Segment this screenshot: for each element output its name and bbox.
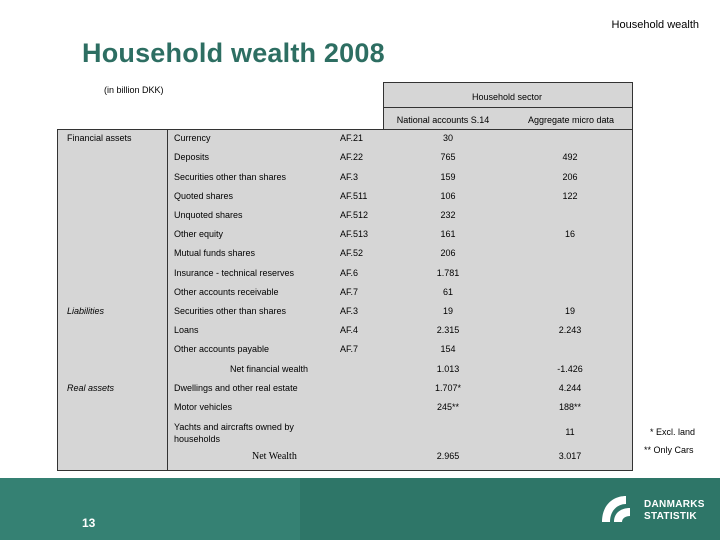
row-item: Quoted shares xyxy=(174,191,234,201)
row-micro-data: 2.243 xyxy=(558,325,582,335)
row-item: Unquoted shares xyxy=(174,210,243,220)
logo-text xyxy=(644,499,705,523)
column-header-micro-data: Aggregate micro data xyxy=(527,115,615,125)
unit-label: (in billion DKK) xyxy=(104,85,164,95)
row-micro-data: 3.017 xyxy=(558,451,582,461)
row-item-net-financial-wealth: Net financial wealth xyxy=(230,364,309,374)
row-code: AF.22 xyxy=(340,152,364,162)
row-item: Other accounts payable xyxy=(174,344,270,354)
row-item: Securities other than shares xyxy=(174,306,287,316)
row-item: Dwellings and other real estate xyxy=(174,383,298,393)
row-item: Mutual funds shares xyxy=(174,248,256,258)
header-top-right: Household wealth xyxy=(611,19,699,31)
group-header: Household sector xyxy=(471,92,543,102)
row-national-accounts: 232 xyxy=(440,210,456,220)
section-financial-assets: Financial assets xyxy=(67,133,132,143)
row-code: AF.4 xyxy=(340,325,359,335)
row-micro-data: 206 xyxy=(562,172,578,182)
page-title: Household wealth 2008 xyxy=(82,38,385,68)
row-micro-data: 16 xyxy=(564,229,575,239)
row-item: Other accounts receivable xyxy=(174,287,279,297)
page-number: 13 xyxy=(82,516,96,530)
danmarks-statistik-logo-icon xyxy=(596,490,638,528)
row-national-accounts: 2.315 xyxy=(436,325,460,335)
row-code: AF.3 xyxy=(340,172,359,182)
row-national-accounts: 1.013 xyxy=(436,364,460,374)
column-header-national-accounts: National accounts S.14 xyxy=(396,115,490,125)
row-item: Yachts and aircrafts owned by households xyxy=(174,422,294,444)
row-code: AF.7 xyxy=(340,287,359,297)
row-national-accounts: 1.781 xyxy=(436,268,460,278)
row-micro-data: 19 xyxy=(564,306,575,316)
row-micro-data: 122 xyxy=(562,191,578,201)
logo-line-1: DANMARKS xyxy=(644,499,705,510)
row-item: Motor vehicles xyxy=(174,402,233,412)
row-national-accounts: 19 xyxy=(442,306,453,316)
row-national-accounts: 161 xyxy=(440,229,456,239)
row-national-accounts: 106 xyxy=(440,191,456,201)
row-code: AF.512 xyxy=(340,210,369,220)
row-code: AF.7 xyxy=(340,344,359,354)
row-item: Deposits xyxy=(174,152,210,162)
row-micro-data: 4.244 xyxy=(558,383,582,393)
row-item: Other equity xyxy=(174,229,224,239)
section-real-assets: Real assets xyxy=(67,383,115,393)
row-national-accounts: 61 xyxy=(442,287,453,297)
row-national-accounts: 2.965 xyxy=(436,451,460,461)
row-micro-data: 188** xyxy=(558,402,582,412)
row-national-accounts: 206 xyxy=(440,248,456,258)
row-national-accounts: 1.707* xyxy=(434,383,462,393)
label-column-box xyxy=(57,129,169,471)
row-code: AF.6 xyxy=(340,268,359,278)
row-national-accounts: 30 xyxy=(442,133,453,143)
row-code: AF.513 xyxy=(340,229,369,239)
row-micro-data: -1.426 xyxy=(557,364,583,374)
row-national-accounts: 154 xyxy=(440,344,456,354)
row-code: AF.3 xyxy=(340,306,359,316)
note-excl-land: * Excl. land xyxy=(650,427,696,437)
row-micro-data: 11 xyxy=(565,427,575,437)
row-item: Securities other than shares xyxy=(174,172,287,182)
row-micro-data: 492 xyxy=(562,152,578,162)
row-code: AF.21 xyxy=(340,133,364,143)
note-only-cars: ** Only Cars xyxy=(644,445,694,455)
row-item: Insurance - technical reserves xyxy=(174,268,295,278)
row-code: AF.511 xyxy=(340,191,368,201)
section-liabilities: Liabilities xyxy=(67,306,105,316)
row-code: AF.52 xyxy=(340,248,364,258)
logo-line-2: STATISTIK xyxy=(644,511,697,522)
row-national-accounts: 159 xyxy=(440,172,456,182)
row-national-accounts: 765 xyxy=(440,152,456,162)
row-item-net-wealth: Net Wealth xyxy=(252,451,297,462)
row-national-accounts: 245** xyxy=(436,402,460,412)
row-item: Loans xyxy=(174,325,199,335)
row-item: Currency xyxy=(174,133,211,143)
